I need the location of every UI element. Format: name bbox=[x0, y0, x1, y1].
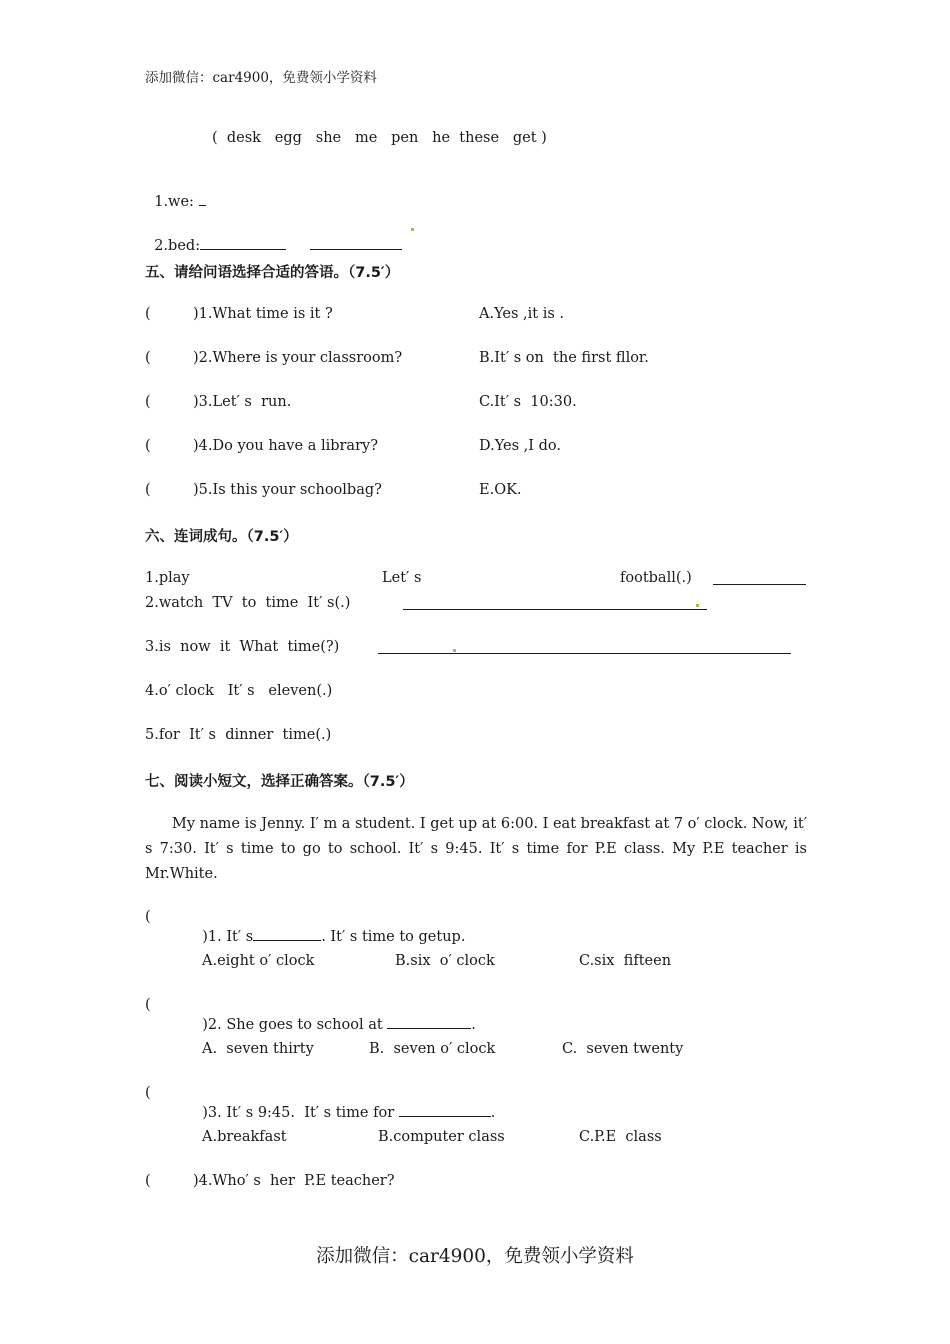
s5-answer: B.It′ s on the first fllor. bbox=[479, 350, 649, 366]
s7-q2-post: . bbox=[471, 1017, 476, 1033]
s6-s2-answer-line[interactable] bbox=[403, 609, 707, 610]
s7-q1 bbox=[193, 908, 465, 946]
s5-question: )5.Is this your schoolbag? bbox=[193, 482, 382, 498]
s7-q4: )4.Who′ s her P.E teacher? bbox=[193, 1173, 395, 1189]
s5-question: )1.What time is it ? bbox=[193, 306, 333, 322]
s7-q3-blank[interactable] bbox=[399, 1102, 491, 1117]
q4-item-1 bbox=[145, 173, 206, 211]
s6-s1-word-c: football(.) bbox=[620, 570, 692, 586]
s7-q3-post: . bbox=[490, 1105, 496, 1121]
s7-q3-opt-a: A.breakfast bbox=[202, 1129, 287, 1145]
section6-title: 六、连词成句。（7.5′） bbox=[145, 529, 298, 545]
s7-q3 bbox=[193, 1084, 495, 1122]
s7-q3-opt-b: B.computer class bbox=[378, 1129, 505, 1145]
s7-q2-opt-a: A. seven thirty bbox=[202, 1041, 314, 1057]
s5-answer: D.Yes ,I do. bbox=[479, 438, 561, 454]
s7-q4-paren: ( bbox=[145, 1173, 151, 1189]
s6-s4: 4.o′ clock It′ s eleven(.) bbox=[145, 683, 333, 699]
s6-s5: 5.for It′ s dinner time(.) bbox=[145, 727, 332, 743]
s7-q1-post: . It′ s time to getup. bbox=[321, 929, 466, 945]
s7-q1-opt-c: C.six fifteen bbox=[579, 953, 672, 969]
s7-q3-paren: ( bbox=[145, 1085, 151, 1101]
s5-question: )2.Where is your classroom? bbox=[193, 350, 403, 366]
s5-paren: ( bbox=[145, 350, 151, 366]
s6-s3-answer-line[interactable] bbox=[378, 653, 791, 654]
s7-q2-blank[interactable] bbox=[387, 1014, 471, 1029]
section5-title: 五、请给问语选择合适的答语。（7.5′） bbox=[145, 265, 400, 281]
s5-question: )3.Let′ s run. bbox=[193, 394, 292, 410]
reading-passage: My name is Jenny. I′ m a student. I get up at 6:00. I eat breakfast at 7 o′ clock. Now, it′ s 7:30. It′ s time to go to school. It′ s 9:45. It′ s time for P.E class. My P.E teacher is Mr.White. bbox=[145, 816, 807, 882]
s7-q1-paren: ( bbox=[145, 909, 151, 925]
s5-question: )4.Do you have a library? bbox=[193, 438, 378, 454]
header-watermark: 添加微信：car4900，免费领小学资料 bbox=[145, 70, 377, 86]
s7-q1-blank[interactable] bbox=[253, 926, 321, 941]
s5-paren: ( bbox=[145, 482, 151, 498]
s7-q2-opt-b: B. seven o′ clock bbox=[369, 1041, 496, 1057]
q4-item-1-label: 1.we: bbox=[154, 194, 199, 210]
s6-s1-word-b: Let′ s bbox=[382, 570, 422, 586]
s6-s2: 2.watch TV to time It′ s(.) bbox=[145, 595, 351, 611]
q4-item-2-blank-a[interactable] bbox=[200, 235, 286, 250]
s5-paren: ( bbox=[145, 438, 151, 454]
stray-dot bbox=[453, 649, 456, 652]
s7-q1-opt-a: A.eight o′ clock bbox=[202, 953, 315, 969]
stray-dot bbox=[411, 228, 414, 231]
s5-answer: C.It′ s 10:30. bbox=[479, 394, 577, 410]
s7-q1-opt-b: B.six o′ clock bbox=[395, 953, 495, 969]
q4-item-1-blank[interactable] bbox=[199, 191, 206, 206]
s7-q3-opt-c: C.P.E class bbox=[579, 1129, 662, 1145]
q4-item-2 bbox=[145, 217, 402, 255]
s6-s1-word-a: 1.play bbox=[145, 570, 190, 586]
s7-q2-opt-c: C. seven twenty bbox=[562, 1041, 684, 1057]
section7-title: 七、阅读小短文，选择正确答案。（7.5′） bbox=[145, 774, 414, 790]
stray-dot bbox=[696, 604, 699, 607]
s6-s1-answer-line[interactable] bbox=[713, 584, 806, 585]
footer-watermark: 添加微信：car4900，免费领小学资料 bbox=[316, 1246, 634, 1267]
s5-answer: A.Yes ,it is . bbox=[479, 306, 565, 322]
s6-s3: 3.is now it What time(?) bbox=[145, 639, 340, 655]
s7-q1-pre: )1. It′ s bbox=[202, 929, 254, 945]
word-bank: ( desk egg she me pen he these get ) bbox=[212, 130, 547, 146]
q4-item-2-blank-b[interactable] bbox=[310, 235, 402, 250]
s7-q2-pre: )2. She goes to school at bbox=[202, 1017, 388, 1033]
s7-q3-pre: )3. It′ s 9:45. It′ s time for bbox=[202, 1105, 399, 1121]
s7-q2 bbox=[193, 996, 476, 1034]
q4-item-2-label: 2.bed: bbox=[154, 238, 201, 254]
s5-paren: ( bbox=[145, 306, 151, 322]
s5-paren: ( bbox=[145, 394, 151, 410]
s5-answer: E.OK. bbox=[479, 482, 522, 498]
s7-q2-paren: ( bbox=[145, 997, 151, 1013]
